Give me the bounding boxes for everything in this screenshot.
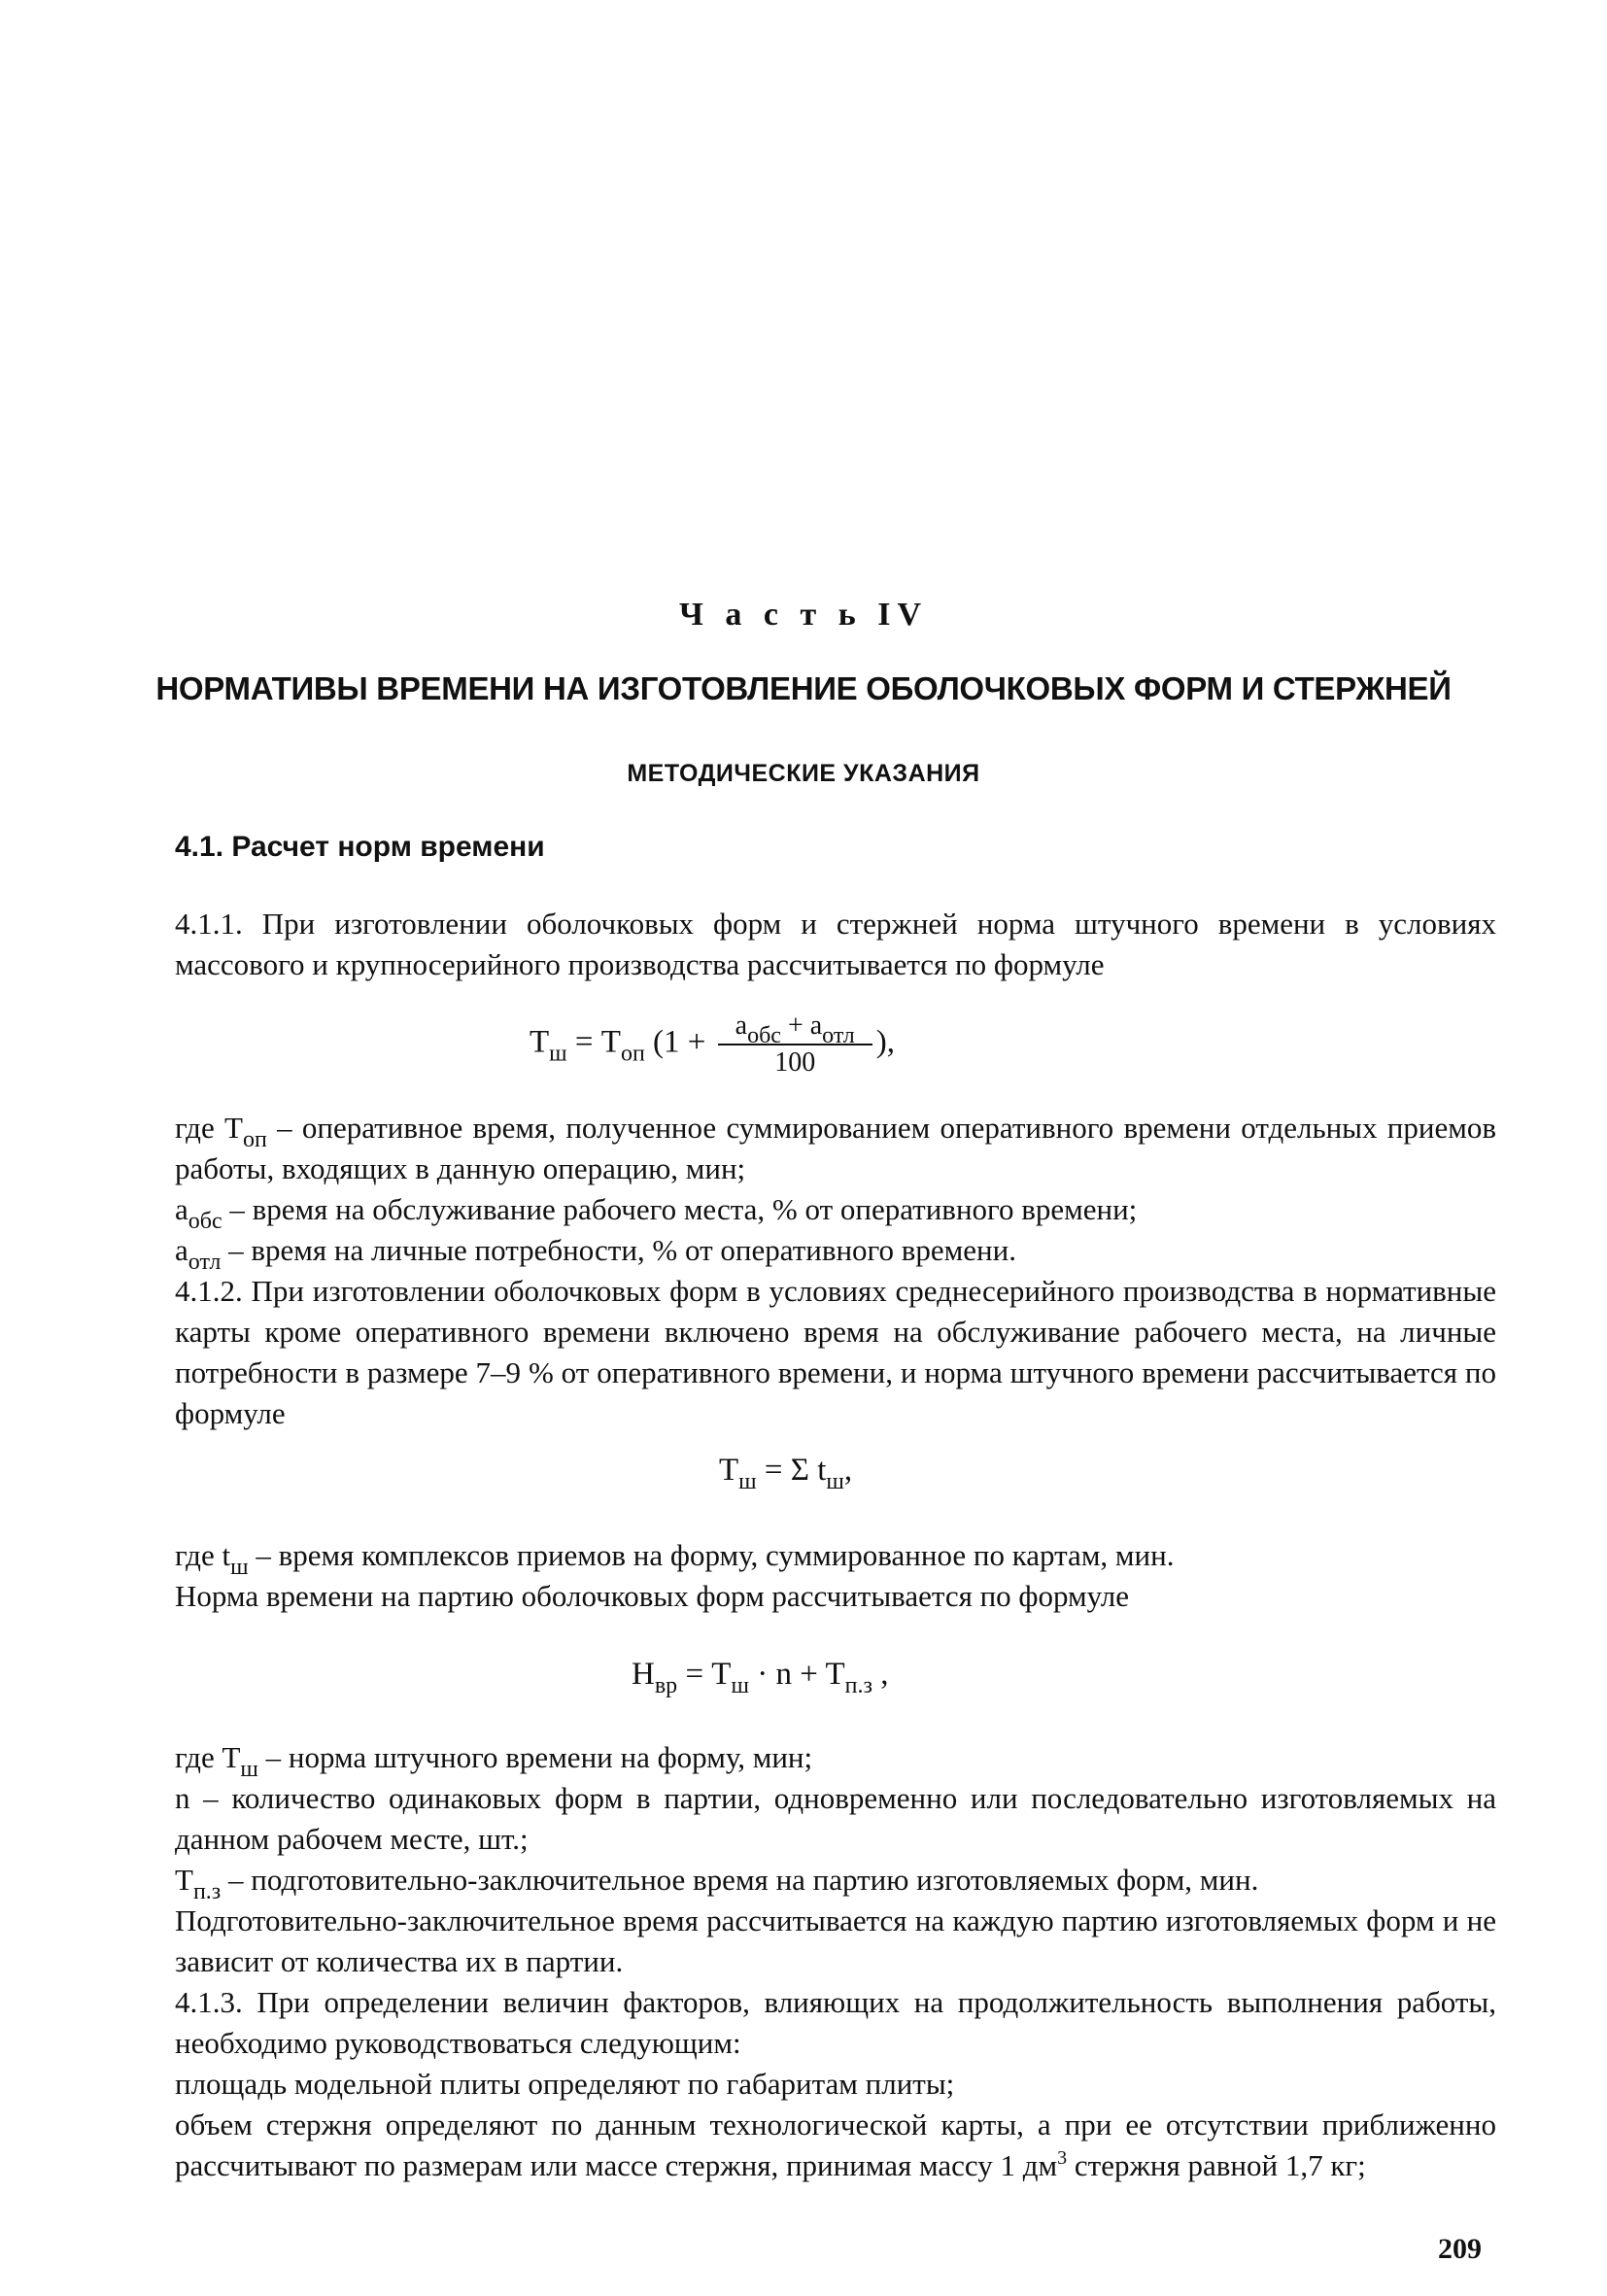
main-title: НОРМАТИВЫ ВРЕМЕНИ НА ИЗГОТОВЛЕНИЕ ОБОЛОЧКОВЫХ ФОРМ И СТЕРЖНЕЙ (155, 670, 1452, 706)
formula3-sub2: ш (731, 1673, 749, 1698)
paragraph-4-1-2: 4.1.2. При изготовлении оболочковых форм в условиях среднесерийного производства в нормативные карты кроме оперативного времени включено время на обслуживание рабочего места, на личные потребности в размере 7–9 % от оперативного времени, и норма штучного времени рассчитывается по формуле (175, 1274, 1496, 1430)
formula3-mid: · n + T (748, 1657, 845, 1692)
formula1-num-sub2: отл (822, 1023, 855, 1048)
definition-t-sh-small (175, 1535, 1496, 1580)
definition-a-obs-lead: a (175, 1192, 188, 1226)
paragraph-batch-norm: Норма времени на партию оболочковых форм рассчитывается по формуле (175, 1579, 1130, 1613)
formula1-sub-op: оп (620, 1041, 645, 1067)
definition-a-otl-lead: a (175, 1233, 188, 1267)
definition-t-op-lead: где T (175, 1111, 243, 1145)
formula1-num-plus: + a (780, 1011, 823, 1041)
definition-a-obs-sub: обс (188, 1209, 222, 1234)
formula2-end: , (843, 1453, 853, 1488)
definition-a-otl (175, 1230, 1496, 1275)
definition-t-sh-sub: ш (240, 1757, 258, 1782)
formula1-numerator (718, 1011, 872, 1048)
formula-piece-time (530, 1011, 895, 1079)
sub-title: МЕТОДИЧЕСКИЕ УКАЗАНИЯ (627, 760, 980, 787)
formula1-t: T (530, 1024, 550, 1060)
formula2-t: T (719, 1453, 739, 1488)
formula3-sub3: п.з (844, 1673, 872, 1698)
formula2-mid: = Σ t (756, 1453, 827, 1488)
paragraph-core-volume-text-a: объем стержня определяют по данным технологической карты, а при ее отсутствии приближенно рассчитывают по размерам или массе стержня, принимая массу 1 дм (175, 2108, 1496, 2182)
formula2-sub1: ш (738, 1469, 757, 1494)
part-title: Ч а с т ь IV (678, 597, 928, 633)
formula2-sub2: ш (826, 1469, 844, 1494)
formula1-sub-sh: ш (549, 1041, 567, 1067)
section-title: 4.1. Расчет норм времени (175, 831, 545, 863)
definition-t-pz-text: – подготовительно-заключительное время на партию изготовляемых форм, мин. (221, 1863, 1259, 1897)
formula1-fraction (718, 1011, 872, 1079)
definition-t-op (175, 1108, 1496, 1189)
paragraph-4-1-1-text: 4.1.1. При изготовлении оболочковых форм и стержней норма штучного времени в условиях массового и крупносерийного производства рассчитывается по формуле (175, 907, 1496, 981)
paragraph-core-volume (175, 2105, 1496, 2186)
formula-sum-time (719, 1453, 853, 1494)
paragraph-core-volume-text-b: стержня равной 1,7 кг; (1067, 2148, 1366, 2182)
formula1-num-a1: a (735, 1011, 748, 1041)
paragraph-prep-time: Подготовительно-заключительное время рассчитывается на каждую партию изготовляемых форм и не зависит от количества их в партии. (175, 1903, 1496, 1978)
definition-a-otl-sub: отл (188, 1250, 222, 1275)
definition-t-pz-lead: T (175, 1863, 193, 1897)
definition-a-obs-text: – время на обслуживание рабочего места, % от оперативного времени; (222, 1192, 1138, 1226)
formula3-sub1: вр (654, 1673, 678, 1698)
paragraph-plate-area: площадь модельной плиты определяют по габаритам плиты; (175, 2067, 955, 2101)
formula1-denominator: 100 (774, 1047, 816, 1078)
definition-a-obs (175, 1189, 1496, 1234)
definition-t-sh-small-lead: где t (175, 1538, 231, 1572)
definition-t-sh (175, 1737, 1496, 1782)
formula3-eq: = T (677, 1657, 732, 1692)
page-number: 209 (1438, 2233, 1482, 2265)
formula-batch-time (632, 1657, 889, 1698)
formula3-end: , (872, 1657, 889, 1692)
paragraph-4-1-1 (175, 904, 1496, 985)
definition-n: n – количество одинаковых форм в партии, одновременно или последовательно изготовляемых на данном рабочем месте, шт.; (175, 1781, 1496, 1856)
formula1-eq: = T (566, 1024, 621, 1060)
definition-t-sh-text: – норма штучного времени на форму, мин; (257, 1740, 813, 1774)
definition-t-sh-small-sub: ш (230, 1555, 249, 1580)
paragraph-4-1-3: 4.1.3. При определении величин факторов, влияющих на продолжительность выполнения работы, необходимо руководствоваться следующим: (175, 1985, 1496, 2060)
definition-t-pz (175, 1860, 1496, 1904)
formula3-h: H (632, 1657, 655, 1692)
paragraph-core-volume-sup: 3 (1057, 2147, 1068, 2169)
definition-t-op-sub: оп (242, 1127, 267, 1152)
formula1-close: ), (875, 1024, 895, 1060)
formula1-open: (1 + (644, 1024, 714, 1060)
formula1-num-sub1: обс (747, 1023, 781, 1048)
definition-t-pz-sub: п.з (192, 1879, 222, 1904)
definition-t-sh-small-text: – время комплексов приемов на форму, суммированное по картам, мин. (248, 1538, 1175, 1572)
definition-t-sh-lead: где T (175, 1740, 241, 1774)
definition-a-otl-text: – время на личные потребности, % от оперативного времени. (221, 1233, 1016, 1267)
definition-t-op-text: – оперативное время, полученное суммированием оперативного времени отдельных приемов работы, входящих в данную операцию, мин; (175, 1111, 1497, 1185)
